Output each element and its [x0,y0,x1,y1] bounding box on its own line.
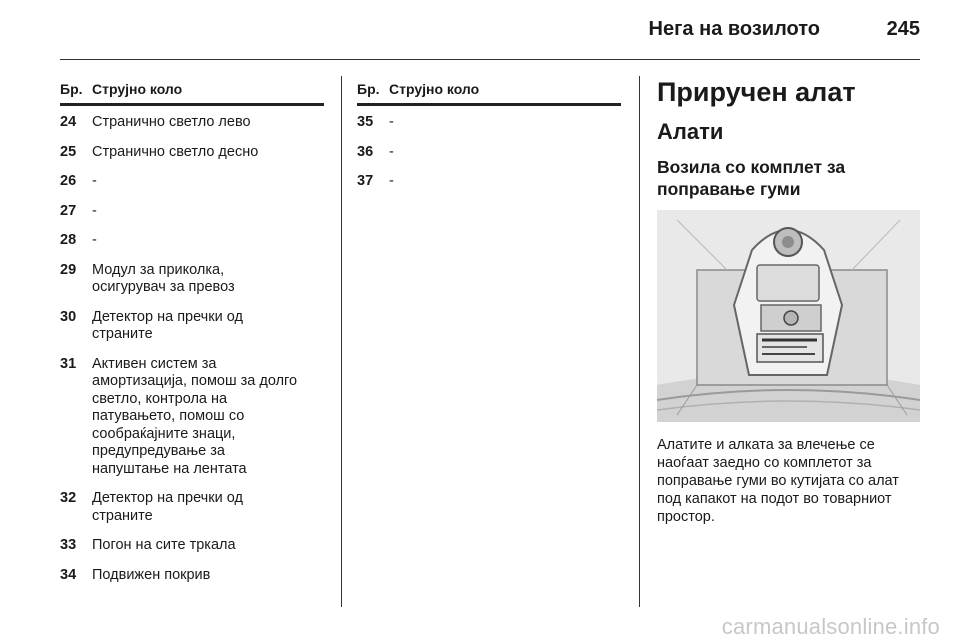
table-row [60,173,324,191]
table-row [357,173,621,191]
col-header-circuit: Струјно коло [389,81,480,97]
watermark: carmanualsonline.info [721,614,940,639]
circuit-name: - [389,114,394,130]
circuit-name: Модул за приколка, осигурувач за превоз [92,261,235,295]
table-row [60,567,324,585]
fuse-number: 35 [357,114,374,130]
fuse-number: 36 [357,143,374,160]
table-row [60,262,324,297]
table-row [60,232,324,250]
table-row [60,114,324,132]
tools-section [657,76,922,526]
circuit-name: Подвижен покрив [92,566,211,583]
table-row [60,356,324,479]
col-header-circuit: Струјно коло [92,81,183,97]
section-title: Приручен алат [657,77,856,107]
fuse-number: 26 [60,173,77,189]
fuse-number: 28 [60,232,77,248]
table-row [357,144,621,162]
fuse-number: 29 [60,261,77,278]
table-row [60,203,324,221]
fuse-table-left [60,81,324,584]
fuse-number: 37 [357,173,374,189]
col-header-num: Бр. [60,81,83,97]
table-header [357,81,621,106]
circuit-name: Детектор на пречки од страните [92,308,243,342]
table-row [60,309,324,344]
table-row [60,537,324,555]
fuse-number: 34 [60,566,77,583]
table-row [60,144,324,162]
col-header-num: Бр. [357,81,380,97]
circuit-name: Странично светло десно [92,143,259,160]
tools-description: Алатите и алката за влечење се наоѓаат заедно со комплетот за поправање гуми во кутијата со алат под капакот на подот во товарниот простор. [657,437,899,525]
table-header [60,81,324,106]
subsection-title: Алати [657,119,724,144]
header-title: Нега на возилото [648,18,820,40]
circuit-name: - [92,173,97,189]
tyre-repair-kit-illustration [657,210,920,422]
column-divider-2 [639,76,640,607]
circuit-name: - [92,202,97,219]
header-rule [60,59,920,60]
fuse-number: 24 [60,114,77,130]
circuit-name: Активен систем за амортизација, помош за долго светло, контрола на патувањето, помош со сообраќајните знаци, предупредување за напуштање на лентата [92,355,298,477]
fuse-number: 31 [60,355,77,372]
fuse-table-right [357,81,621,191]
page-number: 245 [886,18,920,40]
subsubsection-title: Возила со комплет за поправање гуми [657,157,846,199]
circuit-name: - [92,232,97,248]
fuse-number: 27 [60,202,77,219]
circuit-name: Странично светло лево [92,114,251,130]
fuse-number: 25 [60,143,77,160]
column-divider-1 [341,76,342,607]
table-row [357,114,621,132]
circuit-name: Детектор на пречки од страните [92,490,243,524]
circuit-name: - [389,143,394,160]
fuse-number: 33 [60,537,77,553]
fuse-number: 32 [60,490,77,506]
circuit-name: Погон на сите тркала [92,537,236,553]
circuit-name: - [389,173,394,189]
fuse-number: 30 [60,308,77,325]
table-row [60,490,324,525]
